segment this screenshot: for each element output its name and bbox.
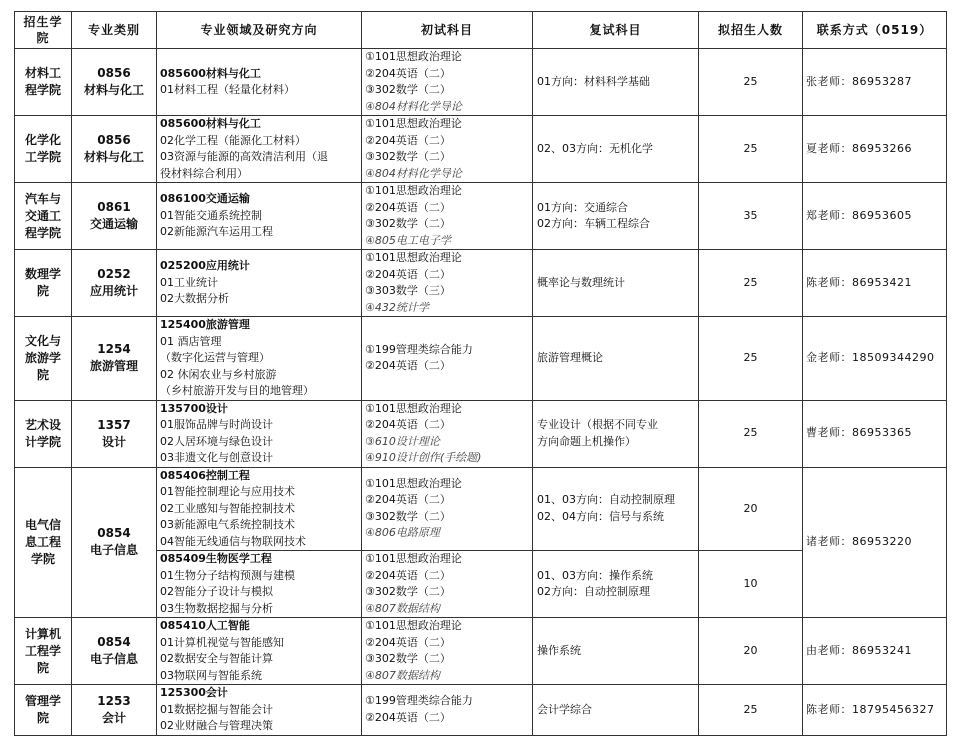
quota-cell: 20 — [699, 618, 803, 685]
quota-cell: 25 — [699, 49, 803, 116]
table-row — [15, 116, 947, 183]
quota-cell: 25 — [699, 400, 803, 467]
header-initial: 初试科目 — [362, 12, 533, 49]
college-name: 计算机 工程学 院 — [15, 618, 72, 685]
initial-subjects-cell: ①101思想政治理论 ②204英语（二） ③303数学（三） ④432统计学 — [362, 250, 533, 317]
quota-cell: 25 — [699, 685, 803, 736]
header-retest: 复试科目 — [533, 12, 699, 49]
category-cell: 1254 旅游管理 — [72, 317, 157, 401]
contact-cell: 曹老师：86953365 — [803, 400, 947, 467]
contact-cell: 郑老师：86953605 — [803, 183, 947, 250]
field-cell: 085600材料与化工 02化学工程（能源化工材料） 03资源与能源的高效清洁利用（退 役材料综合利用） — [157, 116, 362, 183]
college-name: 管理学 院 — [15, 685, 72, 736]
contact-cell: 陈老师：18795456327 — [803, 685, 947, 736]
category-cell: 1253 会计 — [72, 685, 157, 736]
admissions-table-wrapper — [14, 11, 947, 736]
header-field: 专业领域及研究方向 — [157, 12, 362, 49]
retest-subjects-cell: 02、03方向：无机化学 — [533, 116, 699, 183]
category-cell: 0854 电子信息 — [72, 618, 157, 685]
retest-subjects-cell: 专业设计（根据不同专业 方向命题上机操作） — [533, 400, 699, 467]
field-cell: 085600材料与化工 01材料工程（轻量化材料） — [157, 49, 362, 116]
header-category: 专业类别 — [72, 12, 157, 49]
retest-subjects-cell: 01、03方向：自动控制原理 02、04方向：信号与系统 — [533, 467, 699, 551]
field-cell: 085410人工智能 01计算机视觉与智能感知 02数据安全与智能计算 03物联网与智能系统 — [157, 618, 362, 685]
field-cell: 085406控制工程 01智能控制理论与应用技术 02工业感知与智能控制技术 03新能源电气系统控制技术 04智能无线通信与物联网技术 — [157, 467, 362, 551]
initial-subjects-cell: ①101思想政治理论 ②204英语（二） ③302数学（二） ④807数据结构 — [362, 618, 533, 685]
initial-subjects-cell: ①199管理类综合能力 ②204英语（二） — [362, 685, 533, 736]
initial-subjects-cell: ①101思想政治理论 ②204英语（二） ③302数学（二） ④806电路原理 — [362, 467, 533, 551]
category-cell: 1357 设计 — [72, 400, 157, 467]
table-row — [15, 183, 947, 250]
header-quota: 拟招生人数 — [699, 12, 803, 49]
contact-cell: 金老师：18509344290 — [803, 317, 947, 401]
initial-subjects-cell: ①101思想政治理论 ②204英语（二） ③610设计理论 ④910设计创作(手绘题) — [362, 400, 533, 467]
admissions-table — [14, 11, 947, 736]
table-row — [15, 49, 947, 116]
retest-subjects-cell: 操作系统 — [533, 618, 699, 685]
field-cell: 025200应用统计 01工业统计 02大数据分析 — [157, 250, 362, 317]
category-cell: 0856 材料与化工 — [72, 49, 157, 116]
college-name: 数理学 院 — [15, 250, 72, 317]
college-name: 汽车与 交通工 程学院 — [15, 183, 72, 250]
initial-subjects-cell: ①101思想政治理论 ②204英语（二） ③302数学（二） ④804材料化学导论 — [362, 49, 533, 116]
retest-subjects-cell: 01方向：材料科学基础 — [533, 49, 699, 116]
initial-subjects-cell: ①101思想政治理论 ②204英语（二） ③302数学（二） ④804材料化学导论 — [362, 116, 533, 183]
table-row — [15, 400, 947, 467]
field-cell: 086100交通运输 01智能交通系统控制 02新能源汽车运用工程 — [157, 183, 362, 250]
initial-subjects-cell: ①101思想政治理论 ②204英语（二） ③302数学（二） ④807数据结构 — [362, 551, 533, 618]
contact-cell: 张老师：86953287 — [803, 49, 947, 116]
table-row — [15, 618, 947, 685]
college-name: 化学化 工学院 — [15, 116, 72, 183]
contact-cell: 夏老师：86953266 — [803, 116, 947, 183]
college-name: 艺术设 计学院 — [15, 400, 72, 467]
header-row — [15, 12, 947, 49]
contact-cell: 陈老师：86953421 — [803, 250, 947, 317]
retest-subjects-cell: 旅游管理概论 — [533, 317, 699, 401]
quota-cell: 10 — [699, 551, 803, 618]
initial-subjects-cell: ①199管理类综合能力 ②204英语（二） — [362, 317, 533, 401]
field-cell: 085409生物医学工程 01生物分子结构预测与建模 02智能分子设计与模拟 03生物数据挖掘与分析 — [157, 551, 362, 618]
quota-cell: 25 — [699, 250, 803, 317]
college-name: 电气信 息工程 学院 — [15, 467, 72, 618]
table-row — [15, 467, 947, 551]
retest-subjects-cell: 01、03方向：操作系统 02方向：自动控制原理 — [533, 551, 699, 618]
college-name: 材料工 程学院 — [15, 49, 72, 116]
category-cell: 0856 材料与化工 — [72, 116, 157, 183]
field-cell: 135700设计 01服饰品牌与时尚设计 02人居环境与绿色设计 03非遗文化与创意设计 — [157, 400, 362, 467]
quota-cell: 25 — [699, 116, 803, 183]
contact-cell: 由老师：86953241 — [803, 618, 947, 685]
category-cell: 0854 电子信息 — [72, 467, 157, 618]
retest-subjects-cell: 概率论与数理统计 — [533, 250, 699, 317]
retest-subjects-cell: 会计学综合 — [533, 685, 699, 736]
field-cell: 125300会计 01数据挖掘与智能会计 02业财融合与管理决策 — [157, 685, 362, 736]
initial-subjects-cell: ①101思想政治理论 ②204英语（二） ③302数学（二） ④805电工电子学 — [362, 183, 533, 250]
retest-subjects-cell: 01方向：交通综合 02方向：车辆工程综合 — [533, 183, 699, 250]
category-cell: 0861 交通运输 — [72, 183, 157, 250]
table-row — [15, 685, 947, 736]
quota-cell: 35 — [699, 183, 803, 250]
header-college: 招生学 院 — [15, 12, 72, 49]
college-name: 文化与 旅游学 院 — [15, 317, 72, 401]
field-cell: 125400旅游管理 01 酒店管理 （数字化运营与管理） 02 休闲农业与乡村旅游 （乡村旅游开发与目的地管理） — [157, 317, 362, 401]
header-contact: 联系方式（0519） — [803, 12, 947, 49]
contact-cell: 诸老师：86953220 — [803, 467, 947, 618]
quota-cell: 25 — [699, 317, 803, 401]
table-row — [15, 317, 947, 401]
category-cell: 0252 应用统计 — [72, 250, 157, 317]
quota-cell: 20 — [699, 467, 803, 551]
table-row — [15, 250, 947, 317]
